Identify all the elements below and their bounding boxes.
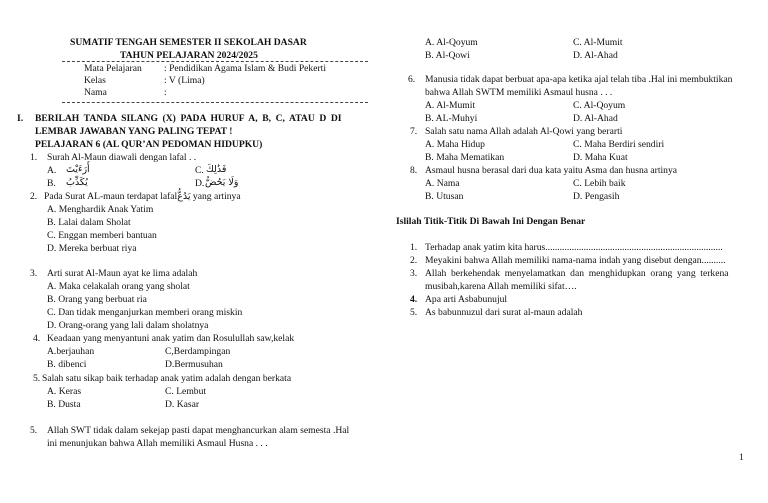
q8-text: Asmaul husna berasal dari dua kata yaitu Asma dan husna artinya	[425, 165, 678, 176]
q2-option-b: B. Lalai dalam Sholat	[47, 217, 131, 228]
q5b-number: 5.	[30, 425, 38, 436]
q8-option-d: D. Pengasih	[573, 191, 620, 202]
subject-value: : Pendidikan Agama Islam & Budi Pekerti	[164, 63, 327, 74]
q8-number: 8.	[410, 165, 418, 176]
q4-option-c: C,Berdampingan	[165, 346, 231, 357]
q4-option-d: D.Bermusuhan	[165, 359, 223, 370]
q1-option-d-letter: D.	[195, 178, 205, 189]
section1-lesson-title: PELAJARAN 6 (AL QUR’AN PEDOMAN HIDUPKU)	[35, 139, 263, 150]
q8-option-c: C. Lebih baik	[573, 178, 626, 189]
q5b-option-d: D. Al-Ahad	[573, 50, 618, 61]
section2-title: Islilah Titik-Titik Di Bawah Ini Dengan Benar	[396, 216, 586, 227]
q3-option-a: A. Maka celakalah orang yang sholat	[47, 281, 190, 292]
q4-text: Keadaan yang menyantuni anak yatim dan Rosulullah saw,kelak	[47, 333, 295, 344]
q4-option-b: B. dibenci	[47, 359, 87, 370]
q1-option-c-arabic: فَذَٰلِكَ	[206, 164, 227, 175]
q6-text-line1: Manusia tidak dapat berbuat apa-apa ketika ajal telah tiba .Hal ini membuktikan	[425, 74, 733, 85]
q7-option-d: D. Maha Kuat	[573, 152, 628, 163]
header-bottom-divider	[62, 102, 368, 103]
exam-title: SUMATIF TENGAH SEMESTER II SEKOLAH DASAR	[70, 37, 307, 48]
q1-option-a-letter: A.	[47, 165, 57, 176]
q5-option-a: A. Keras	[47, 386, 82, 397]
fill-item-4-number: 4.	[410, 294, 418, 305]
q1-option-d-arabic: وَلَا يَحُضُّ	[205, 177, 239, 188]
q3-number: 3.	[30, 268, 38, 279]
q1-option-a-arabic: أَرَءَيْتَ	[66, 164, 90, 175]
class-value: : V (Lima)	[164, 75, 205, 86]
q5-text: Salah satu sikap baik terhadap anak yatim adalah dengan berkata	[42, 373, 292, 384]
fill-item-5-text: As babunnuzul dari surat al-maun adalah	[425, 307, 583, 318]
q3-option-b: B. Orang yang berbuat ria	[47, 294, 147, 305]
q6-number: 6.	[408, 74, 416, 85]
section1-instruction-line2: LEMBAR JAWABAN YANG PALING TEPAT !	[35, 126, 233, 137]
q6-option-c: C. Al-Qoyum	[573, 100, 626, 111]
q4-option-a: A.berjauhan	[47, 346, 95, 357]
fill-item-4-text: Apa arti Asbabunujul	[425, 294, 508, 305]
fill-item-2-number: 2.	[410, 255, 418, 266]
q1-option-b-letter: B.	[47, 178, 56, 189]
q6-option-a: A. Al-Mumit	[425, 100, 476, 111]
q2-option-c: C. Enggan memberi bantuan	[47, 230, 157, 241]
fill-item-5-number: 5.	[410, 307, 418, 318]
fill-item-3-number: 3.	[410, 268, 418, 279]
fill-item-3-text: Allah berkehendak menyelamatkan dan menghidupkan orang yang terkena	[425, 268, 729, 279]
fill-item-1-number: 1.	[410, 242, 418, 253]
q2-text	[44, 190, 241, 203]
subject-label: Mata Pelajaran	[84, 63, 142, 74]
q1-option-b-arabic: يُكَذِّبُ	[66, 177, 88, 188]
q8-option-a: A. Nama	[425, 178, 460, 189]
name-value: :	[164, 87, 167, 98]
q2-number: 2.	[30, 191, 38, 202]
q5-option-b: B. Dusta	[47, 399, 81, 410]
fill-item-3-text-cont: musibah,karena Allah memiliki sifat….	[425, 281, 577, 292]
q4-number: 4.	[33, 333, 41, 344]
section1-instruction-line1: BERILAH TANDA SILANG (X) PADA HURUF A, B, C, ATAU D DI	[35, 113, 342, 124]
q5-option-c: C. Lembut	[165, 386, 207, 397]
q7-option-a: A. Maha Hidup	[425, 139, 485, 150]
page-number: 1	[739, 452, 744, 463]
name-label: Nama	[84, 87, 107, 98]
q3-text: Arti surat Al-Maun ayat ke lima adalah	[47, 268, 198, 279]
q5b-option-c: C. Al-Mumit	[573, 37, 623, 48]
q5b-option-a: A. Al-Qoyum	[425, 37, 478, 48]
q6-option-d: D. Al-Ahad	[573, 113, 618, 124]
q5-option-d: D. Kasar	[165, 399, 200, 410]
q7-option-b: B. Maha Mematikan	[425, 152, 505, 163]
q2-text-after: yang artinya	[190, 191, 241, 202]
q6-option-b: B. AL-Muhyi	[425, 113, 478, 124]
section1-number: I.	[17, 113, 24, 124]
q2-text-before: Pada Surat AL-maun terdapat lafal	[44, 191, 178, 202]
q5b-option-b: B. Al-Qowi	[425, 50, 470, 61]
q5b-text-line1: Allah SWT tidak dalam sekejap pasti dapat menghancurkan alam semesta .Hal	[47, 425, 350, 436]
q7-option-c: C. Maha Berdiri sendiri	[573, 139, 665, 150]
class-label: Kelas	[84, 75, 106, 86]
q8-option-b: B. Utusan	[425, 191, 464, 202]
q1-number: 1.	[30, 152, 38, 163]
academic-year: TAHUN PELAJARAN 2024/2025	[120, 50, 258, 61]
q2-text-arabic: يَدُعُّ	[177, 191, 191, 202]
q7-text: Salah satu nama Allah adalah Al-Qowi yang berarti	[425, 126, 623, 137]
q3-option-c: C. Dan tidak menganjurkan memberi orang miskin	[47, 307, 243, 318]
q3-option-d: D. Orang-orang yang lali dalam sholatnya	[47, 320, 209, 331]
q5-number: 5.	[33, 373, 41, 384]
q2-option-d: D. Mereka berbuat riya	[47, 243, 137, 254]
q6-text-line2: bahwa Allah SWTM memiliki Asmaul husna . . .	[425, 87, 613, 98]
fill-item-2-text: Meyakini bahwa Allah memiliki nama-nama indah yang disebut dengan..........	[425, 255, 726, 266]
q1-text: Surah Al-Maun diawali dengan lafal . .	[47, 152, 197, 163]
q7-number: 7.	[410, 126, 418, 137]
q1-option-c-letter: C.	[195, 165, 204, 176]
fill-item-1-text: Terhadap anak yatim kita harus..........................................................................	[425, 242, 723, 253]
q5b-text-line2: ini menunjukan bahwa Allah memiliki Asmaul Husna . . .	[47, 438, 268, 449]
q2-option-a: A. Menghardik Anak Yatim	[47, 204, 154, 215]
